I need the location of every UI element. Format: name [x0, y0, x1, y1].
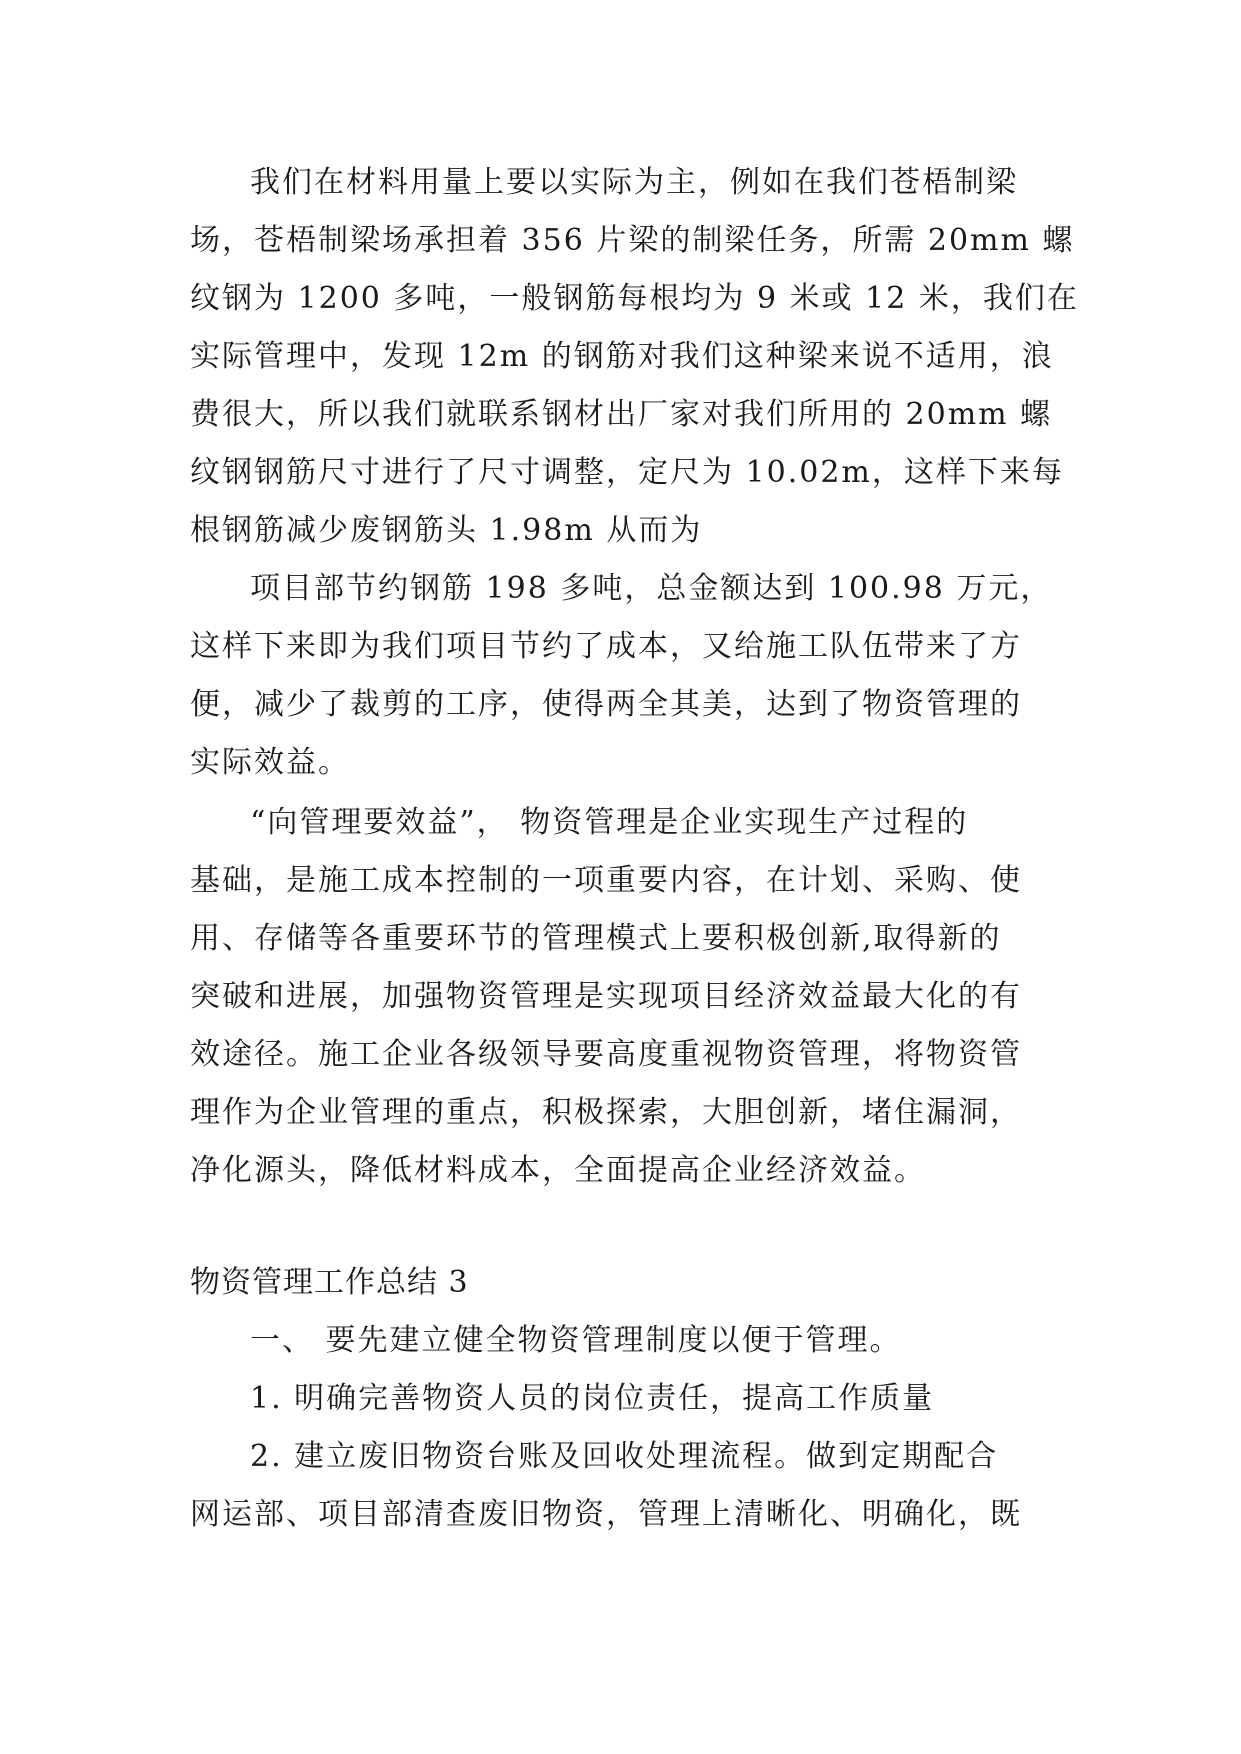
paragraph-1-line-7: 根钢筋减少废钢筋头 1.98m 从而为 [190, 513, 703, 548]
paragraph-3-line-5: 效途径。施工企业各级领导要高度重视物资管理，将物资管 [190, 1037, 1022, 1072]
list-item-2-line-1: 2. 建立废旧物资台账及回收处理流程。做到定期配合 [250, 1439, 999, 1474]
paragraph-2-line-4: 实际效益。 [190, 745, 350, 780]
paragraph-1-line-6: 纹钢钢筋尺寸进行了尺寸调整，定尺为 10.02m，这样下来每 [190, 455, 1064, 490]
paragraph-3-line-2: 基础，是施工成本控制的一项重要内容，在计划、采购、使 [190, 863, 1022, 898]
paragraph-1-line-4: 实际管理中，发现 12m 的钢筋对我们这种梁来说不适用，浪 [190, 339, 1054, 374]
paragraph-1-line-3: 纹钢为 1200 多吨，一般钢筋每根均为 9 米或 12 米，我们在 [190, 281, 1079, 316]
paragraph-1-line-5: 费很大，所以我们就联系钢材出厂家对我们所用的 20mm 螺 [190, 397, 1053, 432]
paragraph-3-line-4: 突破和进展，加强物资管理是实现项目经济效益最大化的有 [190, 979, 1022, 1014]
paragraph-2-line-2: 这样下来即为我们项目节约了成本，又给施工队伍带来了方 [190, 629, 1022, 664]
section-1-heading: 一、 要先建立健全物资管理制度以便于管理。 [250, 1323, 902, 1358]
paragraph-3-line-7: 净化源头，降低材料成本，全面提高企业经济效益。 [190, 1153, 926, 1188]
paragraph-2-line-3: 便，减少了裁剪的工序，使得两全其美，达到了物资管理的 [190, 687, 1022, 722]
list-item-1: 1. 明确完善物资人员的岗位责任，提高工作质量 [250, 1381, 935, 1416]
paragraph-2-line-1: 项目部节约钢筋 198 多吨，总金额达到 100.98 万元， [250, 571, 1053, 606]
paragraph-3-line-3: 用、存储等各重要环节的管理模式上要积极创新,取得新的 [190, 921, 1002, 956]
paragraph-3-line-6: 理作为企业管理的重点，积极探索，大胆创新，堵住漏洞， [190, 1095, 1022, 1130]
paragraph-3-line-1: “向管理要效益”， 物资管理是企业实现生产过程的 [250, 805, 969, 840]
list-item-2-line-2: 网运部、项目部清查废旧物资，管理上清晰化、明确化，既 [190, 1497, 1022, 1532]
paragraph-1-line-2: 场，苍梧制梁场承担着 356 片梁的制梁任务，所需 20mm 螺 [190, 223, 1075, 258]
section-title: 物资管理工作总结 3 [190, 1265, 469, 1300]
paragraph-1-line-1: 我们在材料用量上要以实际为主，例如在我们苍梧制梁 [250, 165, 1018, 200]
